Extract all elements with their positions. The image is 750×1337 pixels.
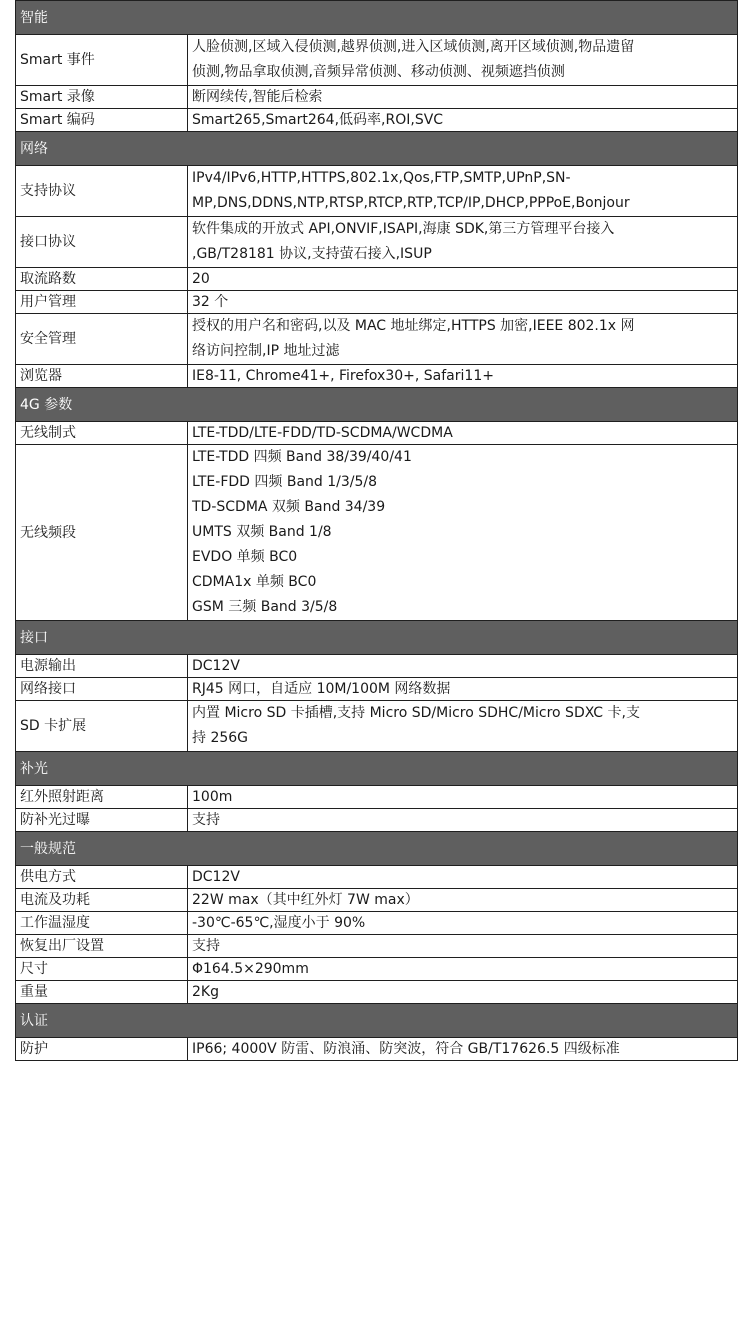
spec-value-line: 断网续传,智能后检索 <box>192 89 323 105</box>
spec-row <box>16 912 738 935</box>
spec-value-line: DC12V <box>192 869 240 885</box>
spec-value <box>188 86 738 109</box>
spec-label: 安全管理 <box>16 314 188 365</box>
spec-value-line: 2Kg <box>192 984 219 1000</box>
spec-value-line: ,GB/T28181 协议,支持萤石接入,ISUP <box>192 246 432 262</box>
spec-value <box>188 166 738 217</box>
spec-value-line: LTE-TDD/LTE-FDD/TD-SCDMA/WCDMA <box>192 425 453 441</box>
section-header-row <box>16 388 738 422</box>
spec-row <box>16 35 738 86</box>
spec-value-line: GSM 三频 Band 3/5/8 <box>192 599 338 615</box>
spec-value <box>188 786 738 809</box>
spec-value <box>188 678 738 701</box>
spec-label: 防补光过曝 <box>16 809 188 832</box>
spec-row <box>16 655 738 678</box>
section-header-row <box>16 752 738 786</box>
spec-row <box>16 981 738 1004</box>
spec-label: 取流路数 <box>16 268 188 291</box>
section-title: 一般规范 <box>16 832 738 866</box>
spec-table <box>15 0 738 1061</box>
spec-value-line: 支持 <box>192 938 220 954</box>
spec-value-line: Φ164.5×290mm <box>192 961 309 977</box>
spec-label: 无线制式 <box>16 422 188 445</box>
spec-label: SD 卡扩展 <box>16 701 188 752</box>
spec-label: 供电方式 <box>16 866 188 889</box>
spec-row <box>16 314 738 365</box>
spec-label: 网络接口 <box>16 678 188 701</box>
spec-label: 电源输出 <box>16 655 188 678</box>
spec-label: 接口协议 <box>16 217 188 268</box>
spec-label: 恢复出厂设置 <box>16 935 188 958</box>
spec-value-line: 持 256G <box>192 730 249 746</box>
section-header-row <box>16 832 738 866</box>
spec-value-line: 32 个 <box>192 294 229 310</box>
spec-value <box>188 935 738 958</box>
spec-value <box>188 109 738 132</box>
spec-label: Smart 事件 <box>16 35 188 86</box>
section-title: 智能 <box>16 1 738 35</box>
spec-value <box>188 445 738 621</box>
spec-value <box>188 701 738 752</box>
spec-value <box>188 655 738 678</box>
spec-label: Smart 编码 <box>16 109 188 132</box>
section-header-row <box>16 132 738 166</box>
spec-value-line: -30℃-65℃,湿度小于 90% <box>192 915 366 931</box>
spec-row <box>16 422 738 445</box>
spec-value <box>188 217 738 268</box>
spec-row <box>16 86 738 109</box>
spec-row <box>16 445 738 621</box>
spec-value-line: 授权的用户名和密码,以及 MAC 地址绑定,HTTPS 加密,IEEE 802.1x 网 <box>192 318 635 334</box>
spec-label: 防护 <box>16 1038 188 1061</box>
spec-label: 工作温湿度 <box>16 912 188 935</box>
spec-value <box>188 35 738 86</box>
spec-value-line: 22W max（其中红外灯 7W max） <box>192 892 419 908</box>
section-header-row <box>16 1 738 35</box>
spec-value-line: CDMA1x 单频 BC0 <box>192 574 317 590</box>
spec-value-line: UMTS 双频 Band 1/8 <box>192 524 332 540</box>
spec-value-line: Smart265,Smart264,低码率,ROI,SVC <box>192 112 444 128</box>
spec-row <box>16 1038 738 1061</box>
spec-label: 电流及功耗 <box>16 889 188 912</box>
spec-value-line: IP66; 4000V 防雷、防浪涌、防突波，符合 GB/T17626.5 四级标准 <box>192 1041 620 1057</box>
spec-label: 浏览器 <box>16 365 188 388</box>
spec-value-line: 软件集成的开放式 API,ONVIF,ISAPI,海康 SDK,第三方管理平台接入 <box>192 221 615 237</box>
spec-value <box>188 889 738 912</box>
spec-value-line: 侦测,物品拿取侦测,音频异常侦测、移动侦测、视频遮挡侦测 <box>192 64 565 80</box>
spec-value <box>188 866 738 889</box>
spec-row <box>16 866 738 889</box>
section-title: 网络 <box>16 132 738 166</box>
spec-label: 尺寸 <box>16 958 188 981</box>
spec-value <box>188 291 738 314</box>
spec-value-line: TD-SCDMA 双频 Band 34/39 <box>192 499 386 515</box>
section-header-row <box>16 621 738 655</box>
spec-label: 用户管理 <box>16 291 188 314</box>
spec-value-line: RJ45 网口，自适应 10M/100M 网络数据 <box>192 681 451 697</box>
spec-row <box>16 889 738 912</box>
spec-row <box>16 935 738 958</box>
spec-label: Smart 录像 <box>16 86 188 109</box>
spec-value-line: IE8-11, Chrome41+, Firefox30+, Safari11+ <box>192 368 494 384</box>
section-title: 接口 <box>16 621 738 655</box>
spec-value-line: DC12V <box>192 658 240 674</box>
spec-label: 无线频段 <box>16 445 188 621</box>
spec-row <box>16 365 738 388</box>
spec-value-line: MP,DNS,DDNS,NTP,RTSP,RTCP,RTP,TCP/IP,DHCP,PPPoE,Bonjour <box>192 195 630 211</box>
spec-value-line: IPv4/IPv6,HTTP,HTTPS,802.1x,Qos,FTP,SMTP,UPnP,SN- <box>192 170 571 186</box>
spec-row <box>16 678 738 701</box>
spec-row <box>16 166 738 217</box>
spec-label: 红外照射距离 <box>16 786 188 809</box>
spec-value <box>188 268 738 291</box>
section-title: 4G 参数 <box>16 388 738 422</box>
spec-value <box>188 1038 738 1061</box>
spec-row <box>16 786 738 809</box>
spec-value <box>188 422 738 445</box>
spec-value-line: 人脸侦测,区域入侵侦测,越界侦测,进入区域侦测,离开区域侦测,物品遗留 <box>192 39 635 55</box>
spec-row <box>16 958 738 981</box>
spec-value <box>188 912 738 935</box>
spec-value-line: EVDO 单频 BC0 <box>192 549 298 565</box>
spec-value-line: LTE-FDD 四频 Band 1/3/5/8 <box>192 474 378 490</box>
spec-sheet <box>15 0 737 1061</box>
spec-value <box>188 981 738 1004</box>
section-header-row <box>16 1004 738 1038</box>
spec-row <box>16 291 738 314</box>
spec-row <box>16 809 738 832</box>
spec-row <box>16 268 738 291</box>
spec-value-line: 100m <box>192 789 233 805</box>
spec-value <box>188 809 738 832</box>
section-title: 认证 <box>16 1004 738 1038</box>
spec-row <box>16 701 738 752</box>
spec-value <box>188 365 738 388</box>
spec-table-body <box>16 1 738 1061</box>
spec-row <box>16 217 738 268</box>
spec-label: 重量 <box>16 981 188 1004</box>
spec-value-line: 络访问控制,IP 地址过滤 <box>192 343 340 359</box>
spec-label: 支持协议 <box>16 166 188 217</box>
spec-value-line: 内置 Micro SD 卡插槽,支持 Micro SD/Micro SDHC/Micro SDXC 卡,支 <box>192 705 640 721</box>
spec-value <box>188 958 738 981</box>
spec-value-line: 支持 <box>192 812 220 828</box>
spec-value-line: LTE-TDD 四频 Band 38/39/40/41 <box>192 449 412 465</box>
spec-value <box>188 314 738 365</box>
spec-value-line: 20 <box>192 271 210 287</box>
section-title: 补光 <box>16 752 738 786</box>
spec-row <box>16 109 738 132</box>
